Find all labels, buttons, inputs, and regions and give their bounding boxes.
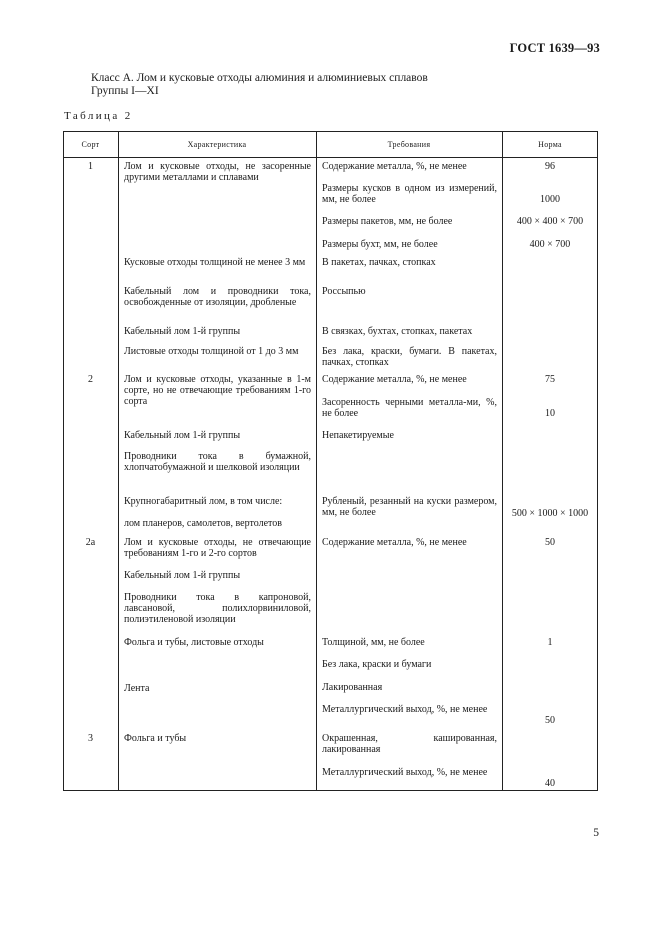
characteristic-cell: Кабельный лом и проводники тока, освобожденные от изоляции, дробленые xyxy=(124,286,311,308)
column-divider-3 xyxy=(502,131,503,791)
requirement-cell: Размеры кусков в одном из измерений, мм, не более xyxy=(322,183,497,205)
requirement-cell: Без лака, краски, бумаги. В пакетах, пачках, стопках xyxy=(322,346,497,368)
page-number: 5 xyxy=(593,827,599,839)
norm-cell: 75 xyxy=(545,374,555,385)
sort-cell: 1 xyxy=(88,161,93,172)
column-header-characteristic: Характеристика xyxy=(187,139,247,149)
characteristic-cell: Листовые отходы толщиной от 1 до 3 мм xyxy=(124,346,299,357)
norm-cell: 96 xyxy=(545,161,555,172)
requirement-cell: Толщиной, мм, не более xyxy=(322,637,425,648)
characteristic-cell: Кусковые отходы толщиной не менее 3 мм xyxy=(124,257,306,268)
requirement-cell: Непакетируемые xyxy=(322,430,394,441)
header-divider xyxy=(63,157,598,158)
norm-cell: 500 × 1000 × 1000 xyxy=(511,508,589,519)
characteristic-cell: Проводники тока в бумажной, хлопчатобумажной и шелковой изоляции xyxy=(124,451,311,473)
characteristic-cell: Кабельный лом 1-й группы xyxy=(124,430,241,441)
norm-cell: 1000 xyxy=(540,194,560,205)
norm-cell: 50 xyxy=(545,537,555,548)
characteristic-cell: Крупногабаритный лом, в том числе: xyxy=(124,496,283,507)
requirement-cell: Металлургический выход, %, не менее xyxy=(322,704,488,715)
requirement-cell: Содержание металла, %, не менее xyxy=(322,537,467,548)
characteristic-cell: Проводники тока в капроновой, лавсановой, полихлорвиниловой, полиэтиленовой изоляции xyxy=(124,592,311,625)
norm-cell: 10 xyxy=(545,408,555,419)
requirement-cell: Размеры бухт, мм, не более xyxy=(322,239,438,250)
requirement-cell: Размеры пакетов, мм, не более xyxy=(322,216,453,227)
column-header-sort: Сорт xyxy=(81,139,100,149)
characteristic-cell: Кабельный лом 1-й группы xyxy=(124,326,241,337)
title-line-1: Класс А. Лом и кусковые отходы алюминия и алюминиевых сплавов xyxy=(91,72,428,84)
requirement-cell: Металлургический выход, %, не менее xyxy=(322,767,488,778)
title-line-2: Группы I—XI xyxy=(91,85,159,97)
sort-cell: 2а xyxy=(85,537,96,548)
requirement-cell: В связках, бухтах, стопках, пакетах xyxy=(322,326,473,337)
requirement-cell: В пакетах, пачках, стопках xyxy=(322,257,436,268)
norm-cell: 400 × 400 × 700 xyxy=(516,216,584,227)
requirement-cell: Засоренность черными металла-ми, %, не более xyxy=(322,397,497,419)
requirement-cell: Без лака, краски и бумаги xyxy=(322,659,432,670)
characteristic-cell: Лом и кусковые отходы, не засоренные другими металлами и сплавами xyxy=(124,161,311,183)
characteristic-cell: Лента xyxy=(124,683,150,694)
requirement-cell: Россыпью xyxy=(322,286,366,297)
requirement-cell: Окрашенная, кашированная, лакированная xyxy=(322,733,497,755)
sort-cell: 2 xyxy=(88,374,93,385)
requirement-cell: Рубленый, резанный на куски размером, мм, не более xyxy=(322,496,497,518)
characteristic-cell: Фольга и тубы, листовые отходы xyxy=(124,637,264,648)
requirement-cell: Содержание металла, %, не менее xyxy=(322,161,467,172)
norm-cell: 50 xyxy=(545,715,555,726)
column-header-norm: Норма xyxy=(538,139,562,149)
characteristic-cell: Кабельный лом 1-й группы xyxy=(124,570,241,581)
document-code: ГОСТ 1639—93 xyxy=(509,41,600,55)
characteristic-cell: Фольга и тубы xyxy=(124,733,187,744)
column-divider-1 xyxy=(118,131,119,791)
characteristic-cell: лом планеров, самолетов, вертолетов xyxy=(124,518,282,529)
requirement-cell: Содержание металла, %, не менее xyxy=(322,374,467,385)
requirement-cell: Лакированная xyxy=(322,682,383,693)
norm-cell: 400 × 700 xyxy=(529,239,571,250)
table-title xyxy=(91,72,571,98)
characteristic-cell: Лом и кусковые отходы, указанные в 1-м сорте, но не отвечающие требованиям 1-го сорта xyxy=(124,374,311,407)
column-divider-2 xyxy=(316,131,317,791)
characteristic-cell: Лом и кусковые отходы, не отвечающие требованиям 1-го и 2-го сортов xyxy=(124,537,311,559)
column-header-requirements: Требования xyxy=(387,139,431,149)
sort-cell: 3 xyxy=(88,733,93,744)
table-label: Таблица 2 xyxy=(64,110,133,122)
norm-cell: 40 xyxy=(545,778,555,789)
norm-cell: 1 xyxy=(547,637,553,648)
